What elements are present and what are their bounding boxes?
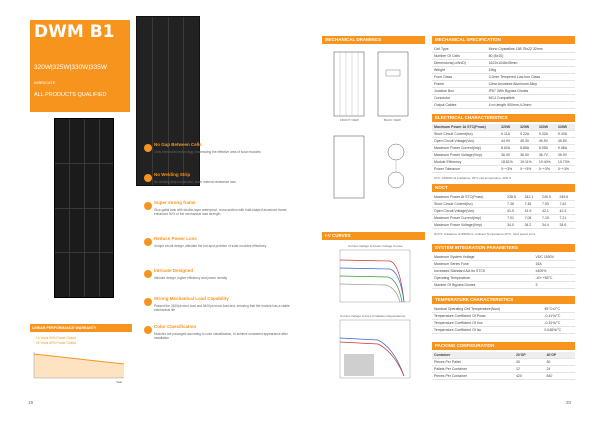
feature-item: Strong Mechanical Load Capability Passed the 2400pa wind load and 5400pa snow load test, ensuring that the module has a stable mechanical life bbox=[144, 296, 294, 324]
table-row: Nominal Operating Cell Temperature(Noct) 45°C±2°C bbox=[432, 306, 575, 313]
temperature-table bbox=[432, 306, 575, 334]
packing-table bbox=[432, 352, 575, 380]
back-view-label: BACK VIEW bbox=[384, 118, 401, 122]
feature-item: Reduce Power Loss Unique circuit design, alleviate the hot-spot problem of solar modules effectively bbox=[144, 236, 294, 264]
check-icon bbox=[144, 238, 152, 246]
noct-table bbox=[432, 194, 575, 229]
mechanical-spec-table bbox=[432, 46, 575, 109]
product-subtitle: IMBRICATE bbox=[34, 80, 56, 85]
table-row: Maximum System Voltage VDC 1500V bbox=[432, 254, 575, 261]
table-row: Maximum Power Current(Imp) 7.01 7.06 7.15 7.21 bbox=[432, 215, 575, 222]
table-row: Power Tolerance 0~+3% 0~+3% 0~+3% 0~+3% bbox=[432, 166, 575, 173]
table-row: Maximum Series Fuse 15A bbox=[432, 261, 575, 268]
section-header: NOCT bbox=[432, 184, 575, 192]
check-icon bbox=[144, 174, 152, 182]
iv-chart-title: Current-Voltage Curves (Irradiation Dependence) bbox=[340, 314, 406, 318]
table-row: Increased Standard Act ito STC5 ±400% bbox=[432, 268, 575, 275]
solar-panel-image-front bbox=[54, 118, 114, 298]
table-row: Open Circuit Voltage(Voc) 44.9V 45.3V 45.5V 45.8V bbox=[432, 138, 575, 145]
electrical-table bbox=[432, 124, 575, 173]
table-row: Frame Clear Anodized Aluminum Alloy bbox=[432, 81, 575, 88]
table-row: Temperature Coefficient Of Voc -0.31%/°C bbox=[432, 320, 575, 327]
system-table bbox=[432, 254, 575, 289]
product-title: DWM B1 bbox=[34, 22, 115, 42]
section-header: ELECTRICAL CHARACTERISTICS bbox=[432, 114, 575, 122]
feature-item: Color Classification Modules are packaged according to color classification, to achieve consistent appearance after installation bbox=[144, 324, 294, 352]
table-row: Weight 19kg bbox=[432, 67, 575, 74]
check-icon bbox=[144, 298, 152, 306]
power-range: 320W|325W|330W|335W bbox=[34, 64, 107, 71]
check-icon bbox=[144, 326, 152, 334]
check-icon bbox=[144, 270, 152, 278]
section-header: MECHANICAL SPECIFICATION bbox=[432, 36, 575, 44]
table-row: Maximum Power Voltage(Vmp) 36.3V 36.5V 36.7V 36.9V bbox=[432, 152, 575, 159]
feature-item: No Welding Strip No welding strip connection, lower internal resistance loss bbox=[144, 172, 294, 200]
front-view-label: FRONT VIEW bbox=[340, 118, 359, 122]
noct-note: NOCT: Irradiance at 800W/m², Ambient Temperature 20°C, wind speed 1m/s bbox=[434, 232, 536, 236]
table-row: Temperature Coefficient Of Isc 0.048%/°C bbox=[432, 327, 575, 334]
check-icon bbox=[144, 202, 152, 210]
table-row: Pieces Per Pallet 30 30 bbox=[432, 359, 575, 366]
table-row: Pallets Per Container 12 24 bbox=[432, 366, 575, 373]
table-row: Maximum Power Current(Imp) 8.62A 8.86A 8.95A 9.08A bbox=[432, 145, 575, 152]
table-row: Cell Type Mono Crystalline 158.75x22.32mm bbox=[432, 46, 575, 53]
table-header: Maximum Power At STC(Pmax) 320W 325W 330W 335W bbox=[432, 124, 575, 131]
table-row: Number Of Bypass Diodes 3 bbox=[432, 282, 575, 289]
table-row: Short Circuit Current(Isc) 9.11A 9.22A 9.32A 9.43A bbox=[432, 131, 575, 138]
feature-item: Super strong frame Glue-gallal tank with double-layer waterproof, cross-section with total-shaped aluminum frame, enhanced 50% of the mechanical load strength bbox=[144, 200, 294, 228]
page-number: 20 bbox=[566, 400, 572, 405]
table-row: Junction Box IP67 3Wh Bypass Diodes bbox=[432, 88, 575, 95]
feature-item: No Gap Between Cells Cells interlocked technology, maximizing the effective area of solar modules bbox=[144, 142, 294, 170]
table-row: Connector MC4 Compatible bbox=[432, 95, 575, 102]
iv-curve-chart bbox=[334, 248, 414, 306]
section-header: MECHANICAL DRAWINGS bbox=[322, 36, 425, 44]
section-header: I-V CURVES bbox=[322, 232, 425, 240]
table-row: Maximum Power At STC(Pmax) 238.5 242.1 245.9 249.6 bbox=[432, 194, 575, 201]
table-row: Pieces Per Container 420 840 bbox=[432, 373, 575, 380]
title-banner bbox=[30, 20, 130, 112]
iv-chart-title: Current-Voltage & Power-Voltage Curves bbox=[348, 244, 403, 248]
table-row: Number Of Cells 80 (8x10) bbox=[432, 53, 575, 60]
section-header: SYSTEM INTEGRATION PARAMETERS bbox=[432, 244, 575, 252]
table-row: Front Glass 3.2mm Tempered Low-iron Glass bbox=[432, 74, 575, 81]
table-row: Operating Temperature -40~+85°C bbox=[432, 275, 575, 282]
product-tagline: ALL PRODUCTS QUALIFIED bbox=[34, 92, 107, 98]
table-row: Open Circuit Voltage(Voc) 41.5 41.9 42.1 42.3 bbox=[432, 208, 575, 215]
page-number: 19 bbox=[28, 400, 34, 405]
table-row: Dimensions(LxWxD) 1622x1048x35mm bbox=[432, 60, 575, 67]
check-icon bbox=[144, 144, 152, 152]
section-header: PACKING CONFIGURATION bbox=[432, 342, 575, 350]
mechanical-drawing bbox=[326, 48, 422, 228]
table-row: Maximum Power Voltage(Vmp) 34.0 34.2 34.4 34.6 bbox=[432, 222, 575, 229]
table-row: Module Efficiency 18.81% 19.11% 19.40% 19.70% bbox=[432, 159, 575, 166]
table-header: Container 20'GP 40'GP bbox=[432, 352, 575, 359]
table-row: Output Cables 4 m²,length 900mm,4.0mm² bbox=[432, 102, 575, 109]
elec-note: STC: 1000W/m2 irradiance, 25°C cell temperature, AM1.5 bbox=[434, 176, 512, 180]
warranty-chart bbox=[30, 350, 130, 384]
table-row: Temperature Coefficient Of Pmax -0.41%/°C bbox=[432, 313, 575, 320]
warranty-box: LINEAR PERFORMANCE WARRANTY 10 Years 90% Power Output 25 Years 80% Power Output Year bbox=[30, 324, 130, 384]
section-header: TEMPERATURE CHARACTERISTICS bbox=[432, 296, 575, 304]
feature-item: Intricate Designed Intricate design, higher efficiency and power density bbox=[144, 268, 294, 296]
iv-irradiance-chart bbox=[334, 318, 414, 382]
table-row: Short Circuit Current(Isc) 7.36 7.45 7.53 7.62 bbox=[432, 201, 575, 208]
